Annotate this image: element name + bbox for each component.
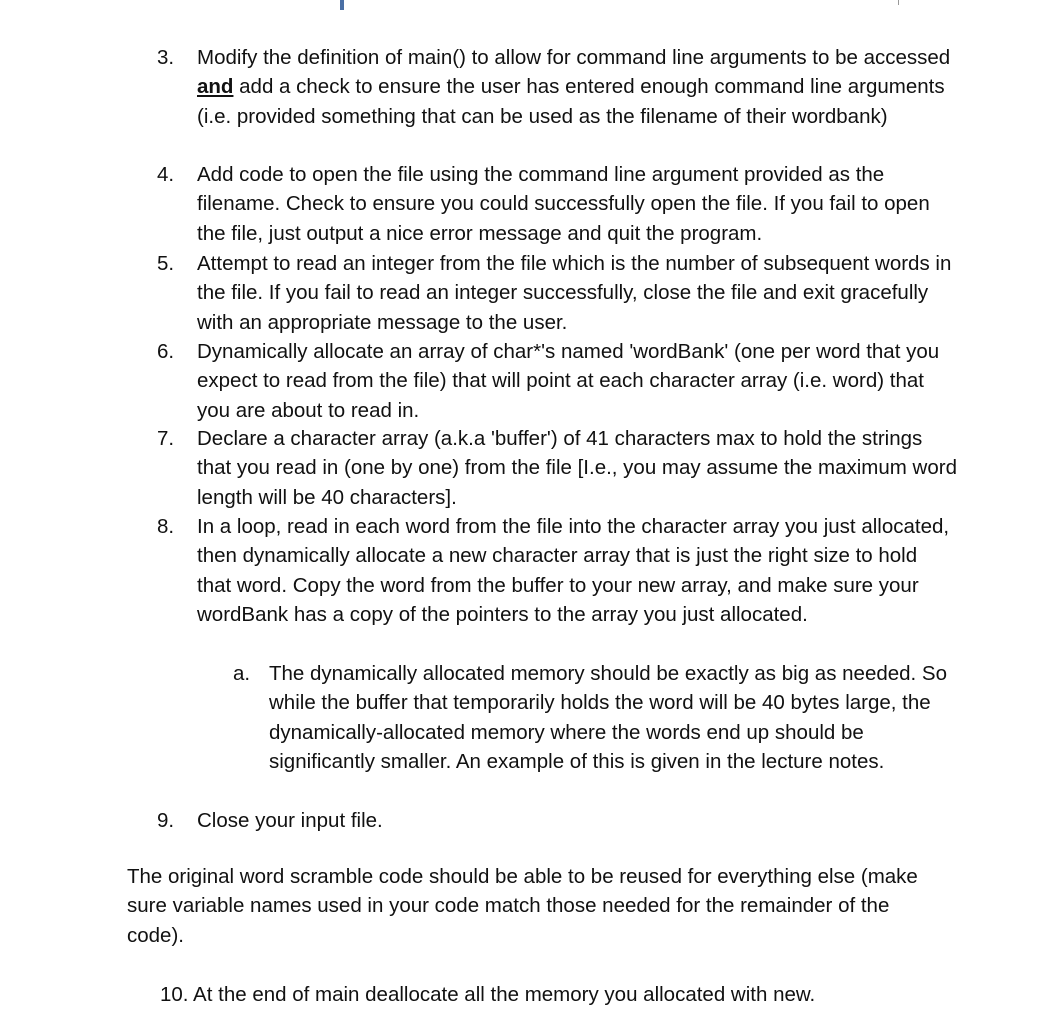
list-number: 4. [157, 163, 175, 186]
list-letter: a. [233, 662, 251, 685]
list-item-text: Modify the definition of main() to allow for command line arguments to be accessed [197, 46, 951, 69]
page-edge-marker [340, 0, 344, 10]
list-item-text: Attempt to read an integer from the file which is the number of subsequent words in the file. If you fail to read an integer successfully, close the file and exit gracefully with an appropriate message to the user. [197, 252, 952, 334]
list-item-10: 10. At the end of main deallocate all the memory you allocated with new. [160, 983, 816, 1006]
list-number: 6. [157, 340, 175, 363]
emphasis-and: and [197, 75, 234, 99]
list-number: 9. [157, 809, 175, 832]
body-paragraph: The original word scramble code should be able to be reused for everything else (make sure variable names used in your code match those needed for the remainder of the code). [127, 865, 918, 947]
list-item-3 [157, 43, 957, 131]
list-item-8a [233, 659, 959, 776]
list-item-8 [157, 512, 957, 629]
list-item-text: The dynamically allocated memory should be exactly as big as needed. So while the buffer that temporarily holds the word will be 40 bytes large, the dynamically-allocated memory where the words end up should be significantly smaller. An example of this is given in the lecture notes. [269, 662, 948, 773]
list-number: 7. [157, 427, 175, 450]
list-item-4 [157, 160, 957, 248]
list-item-text: Declare a character array (a.k.a 'buffer') of 41 characters max to hold the strings that you read in (one by one) from the file [I.e., you may assume the maximum word length will be 40 characters]. [197, 427, 957, 509]
list-item-text: Dynamically allocate an array of char*'s named 'wordBank' (one per word that you expect to read from the file) that will point at each character array (i.e. word) that you are about to read in. [197, 340, 940, 422]
list-item-7 [157, 424, 957, 512]
list-number: 8. [157, 515, 175, 538]
list-number: 5. [157, 252, 175, 275]
list-item-text: Close your input file. [197, 809, 383, 832]
list-item-6 [157, 337, 957, 425]
list-item-text: In a loop, read in each word from the file into the character array you just allocated, then dynamically allocate a new character array that is just the right size to hold that word. Copy the word from the buffer to your new array, and make sure your wordBank has a copy of the pointers to the array you just allocated. [197, 515, 950, 626]
list-number: 3. [157, 46, 175, 69]
list-item-text-cont: add a check to ensure the user has entered enough command line arguments (i.e. provided something that can be used as the filename of their wordbank) [197, 75, 945, 128]
list-item-9 [157, 806, 957, 835]
list-item-5 [157, 249, 957, 337]
ruler-tick [898, 0, 899, 5]
list-item-text: Add code to open the file using the command line argument provided as the filename. Check to ensure you could successfully open the file. If you fail to open the file, just output a nice error message and quit the program. [197, 163, 930, 245]
